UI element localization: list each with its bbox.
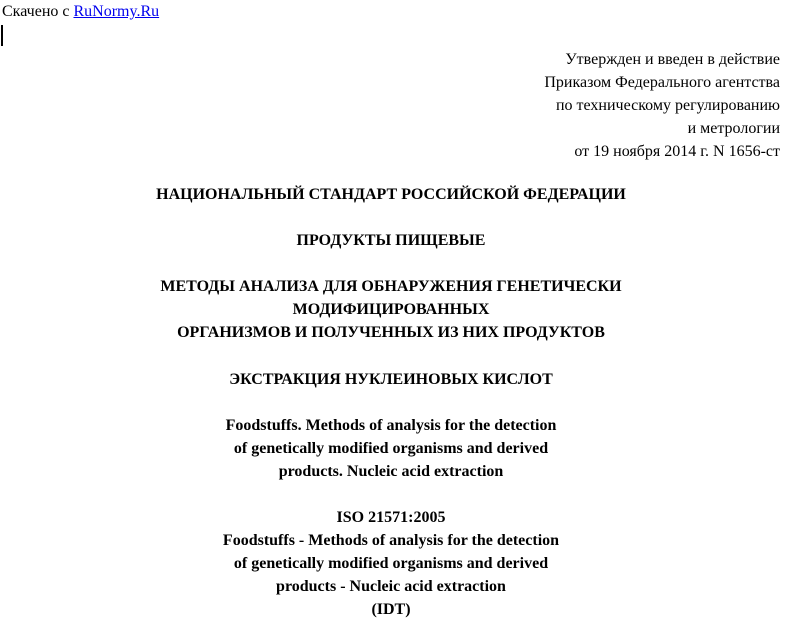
approval-block bbox=[544, 48, 780, 163]
extraction-title bbox=[0, 368, 782, 391]
approval-line: Приказом Федерального агентства bbox=[544, 74, 780, 91]
approval-line: по техническому регулированию bbox=[555, 97, 780, 114]
product-title-text: ПРОДУКТЫ ПИЩЕВЫЕ bbox=[296, 232, 486, 249]
approval-line: и метрологии bbox=[687, 120, 780, 137]
iso-title-line: of genetically modified organisms and derived bbox=[233, 555, 549, 572]
source-prefix: Скачено с bbox=[2, 3, 74, 20]
approval-line: от 19 ноября 2014 г. N 1656-ст bbox=[574, 143, 780, 160]
national-standard-title bbox=[0, 183, 782, 206]
iso-block bbox=[0, 506, 782, 621]
methods-title-line: МОДИФИЦИРОВАННЫХ bbox=[292, 301, 490, 318]
national-standard-title-text: НАЦИОНАЛЬНЫЙ СТАНДАРТ РОССИЙСКОЙ ФЕДЕРАЦИИ bbox=[156, 186, 626, 203]
iso-equivalence: (IDT) bbox=[371, 601, 411, 618]
text-cursor bbox=[1, 25, 3, 46]
runormy-link[interactable]: RuNormy.Ru bbox=[73, 3, 160, 20]
methods-title bbox=[0, 275, 782, 344]
source-line bbox=[2, 2, 159, 22]
english-title-line: products. Nucleic acid extraction bbox=[278, 463, 504, 480]
methods-title-line: МЕТОДЫ АНАЛИЗА ДЛЯ ОБНАРУЖЕНИЯ ГЕНЕТИЧЕСКИ bbox=[160, 278, 622, 295]
product-title bbox=[0, 229, 782, 252]
english-title-line: of genetically modified organisms and derived bbox=[233, 440, 549, 457]
approval-line: Утвержден и введен в действие bbox=[565, 51, 780, 68]
iso-title-line: Foodstuffs - Methods of analysis for the detection bbox=[222, 532, 560, 549]
iso-number: ISO 21571:2005 bbox=[336, 509, 446, 526]
english-title-line: Foodstuffs. Methods of analysis for the detection bbox=[225, 417, 557, 434]
extraction-title-text: ЭКСТРАКЦИЯ НУКЛЕИНОВЫХ КИСЛОТ bbox=[229, 371, 553, 388]
iso-title-line: products - Nucleic acid extraction bbox=[276, 578, 506, 595]
methods-title-line: ОРГАНИЗМОВ И ПОЛУЧЕННЫХ ИЗ НИХ ПРОДУКТОВ bbox=[177, 324, 605, 341]
english-title bbox=[0, 414, 782, 483]
